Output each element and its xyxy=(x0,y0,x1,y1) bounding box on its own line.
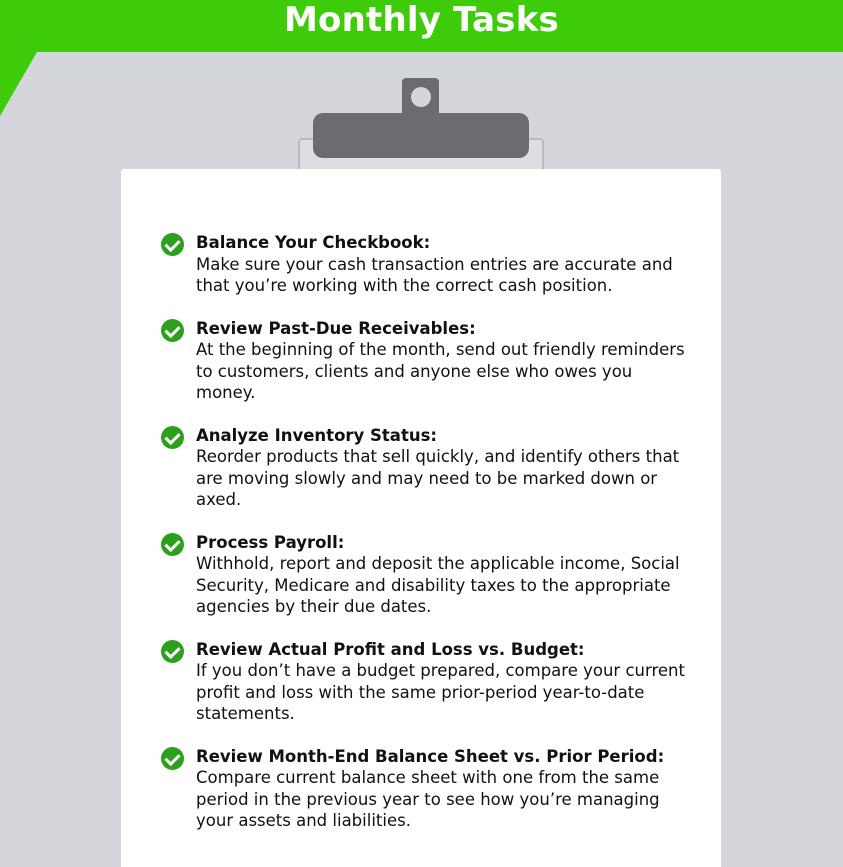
check-circle-icon xyxy=(161,319,184,342)
task-item xyxy=(160,532,690,618)
task-title: Review Actual Profit and Loss vs. Budget: xyxy=(196,639,585,659)
task-description: If you don’t have a budget prepared, compare your current profit and loss with the same prior-period year-to-date statements. xyxy=(196,661,685,723)
task-item xyxy=(160,425,690,511)
check-circle-icon xyxy=(161,426,184,449)
task-title: Process Payroll: xyxy=(196,532,345,552)
page-title: Monthly Tasks xyxy=(284,0,559,40)
corner-accent xyxy=(0,52,37,116)
task-item xyxy=(160,232,690,297)
check-circle-icon xyxy=(161,533,184,556)
clipboard-clip-hole xyxy=(411,87,431,107)
task-item xyxy=(160,746,690,832)
task-description: At the beginning of the month, send out friendly reminders to customers, clients and anyone else who owes you money. xyxy=(196,340,685,402)
task-item xyxy=(160,318,690,404)
task-title: Review Month-End Balance Sheet vs. Prior Period: xyxy=(196,746,665,766)
task-title: Review Past-Due Receivables: xyxy=(196,318,476,338)
task-title: Analyze Inventory Status: xyxy=(196,425,437,445)
task-description: Make sure your cash transaction entries are accurate and that you’re working with the correct cash position. xyxy=(196,254,673,295)
task-description: Reorder products that sell quickly, and identify others that are moving slowly and may need to be marked down or axed. xyxy=(196,447,680,509)
task-list xyxy=(160,232,690,853)
task-description: Compare current balance sheet with one from the same period in the previous year to see how you’re managing your assets and liabilities. xyxy=(196,768,660,830)
task-title: Balance Your Checkbook: xyxy=(196,233,431,252)
check-circle-icon xyxy=(161,747,184,770)
check-circle-icon xyxy=(161,640,184,663)
task-description: Withhold, report and deposit the applicable income, Social Security, Medicare and disability taxes to the appropriate agencies by their due dates. xyxy=(196,554,680,616)
task-item xyxy=(160,639,690,725)
check-circle-icon xyxy=(161,233,184,256)
